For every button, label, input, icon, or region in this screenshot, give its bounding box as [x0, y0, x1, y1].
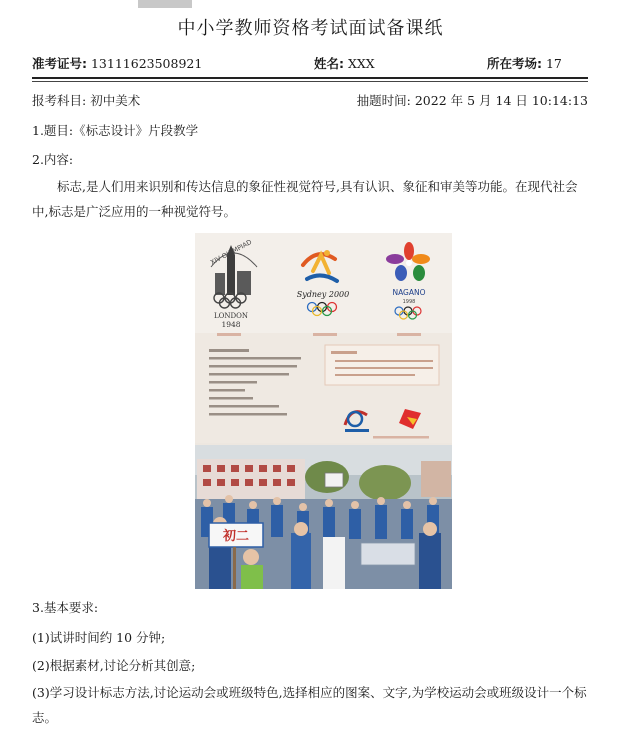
- subject-field: [32, 93, 140, 108]
- page-title: 中小学教师资格考试面试备课纸: [177, 18, 444, 39]
- textbook-page-image: [195, 233, 452, 589]
- sydney-text: Sydney 2000: [296, 290, 350, 299]
- requirement-item-2: (2)根据素材,讨论分析其创意;: [32, 658, 196, 673]
- draw-time-label: 抽题时间:: [356, 93, 411, 108]
- subject-value: 初中美术: [90, 93, 141, 108]
- london-city-text: LONDON: [214, 312, 248, 320]
- header-divider-thin: [32, 81, 588, 82]
- meta-row: [32, 91, 588, 109]
- question-topic: 1.题目:《标志设计》片段教学: [32, 123, 199, 138]
- draw-time-field: [357, 91, 588, 109]
- candidate-name-label: 姓名:: [314, 56, 344, 71]
- nagano-text: NAGANO: [392, 288, 426, 297]
- nagano-year-text: 1998: [402, 299, 416, 305]
- candidate-name-field: [314, 54, 375, 72]
- exam-number-value: 13111623508921: [90, 56, 203, 71]
- london-arc-text: XIV OLYMPIAD: [209, 238, 254, 267]
- header-divider-thick: [32, 77, 588, 79]
- sports-meet-photo: [195, 445, 452, 589]
- exam-room-label: 所在考场:: [487, 56, 542, 71]
- exam-room-field: [487, 54, 562, 72]
- content-heading: 2.内容:: [32, 152, 74, 167]
- exam-number-field: [32, 54, 202, 72]
- content-paragraph: 标志,是人们用来识别和传达信息的象征性视觉符号,具有认识、象征和审美等功能。在现代社会中,标志是广泛应用的一种视觉符号。: [32, 179, 578, 219]
- candidate-name-value: XXX: [347, 56, 375, 71]
- exam-number-label: 准考证号:: [32, 56, 87, 71]
- draw-time-value: 2022 年 5 月 14 日 10:14:13: [414, 93, 588, 108]
- requirements-heading: 3.基本要求:: [32, 600, 99, 615]
- top-scroll-tab: [138, 0, 192, 8]
- london-year-text: 1948: [221, 320, 241, 329]
- exam-room-value: 17: [545, 56, 562, 71]
- candidate-info-row: [32, 54, 588, 74]
- class-sign-text: 初二: [222, 529, 250, 544]
- requirement-item-3: (3)学习设计标志方法,讨论运动会或班级特色,选择相应的图案、文字,为学校运动会或班级设计一个标志。: [32, 685, 587, 725]
- requirement-item-1: (1)试讲时间约 10 分钟;: [32, 630, 166, 645]
- subject-label: 报考科目:: [32, 93, 87, 108]
